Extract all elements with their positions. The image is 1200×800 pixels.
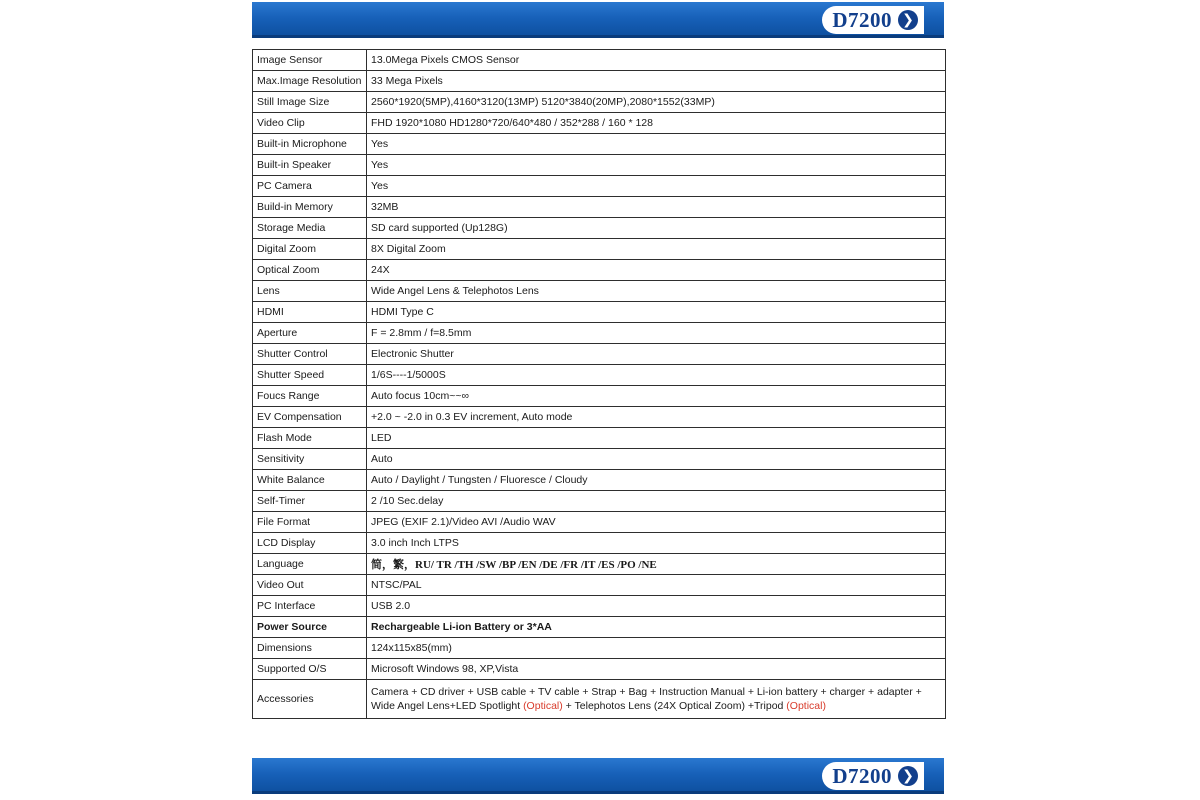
spec-value: 简，繁，RU/ TR /TH /SW /BP /EN /DE /FR /IT /ES /PO /NE — [367, 554, 946, 575]
spec-label: White Balance — [253, 470, 367, 491]
spec-value: 3.0 inch Inch LTPS — [367, 533, 946, 554]
spec-value: USB 2.0 — [367, 596, 946, 617]
accessories-value — [367, 680, 946, 719]
spec-label: Aperture — [253, 323, 367, 344]
spec-row — [253, 218, 946, 239]
spec-label: Built-in Microphone — [253, 134, 367, 155]
spec-label: Max.Image Resolution — [253, 71, 367, 92]
spec-row — [253, 491, 946, 512]
optical-note: (Optical) — [523, 700, 563, 712]
spec-value: 1/6S----1/5000S — [367, 365, 946, 386]
spec-label: Image Sensor — [253, 50, 367, 71]
spec-row — [253, 239, 946, 260]
spec-row — [253, 260, 946, 281]
spec-value: 2 /10 Sec.delay — [367, 491, 946, 512]
spec-label: Build-in Memory — [253, 197, 367, 218]
spec-row — [253, 512, 946, 533]
spec-label: PC Interface — [253, 596, 367, 617]
spec-row — [253, 638, 946, 659]
spec-label: Shutter Speed — [253, 365, 367, 386]
spec-row — [253, 596, 946, 617]
spec-value: Auto / Daylight / Tungsten / Fluoresce / Cloudy — [367, 470, 946, 491]
spec-label: Sensitivity — [253, 449, 367, 470]
spec-value: 2560*1920(5MP),4160*3120(13MP) 5120*3840(20MP),2080*1552(33MP) — [367, 92, 946, 113]
spec-sheet — [250, 0, 946, 800]
spec-row — [253, 575, 946, 596]
spec-label: EV Compensation — [253, 407, 367, 428]
spec-row — [253, 302, 946, 323]
spec-value: Yes — [367, 155, 946, 176]
spec-row — [253, 470, 946, 491]
header-banner — [252, 2, 944, 38]
spec-row-accessories — [253, 680, 946, 719]
footer-banner — [252, 758, 944, 794]
model-badge — [822, 762, 924, 790]
spec-row — [253, 533, 946, 554]
spec-value: NTSC/PAL — [367, 575, 946, 596]
spec-label: Supported O/S — [253, 659, 367, 680]
footer-banner-stripe — [252, 791, 944, 794]
spec-label: Digital Zoom — [253, 239, 367, 260]
spec-value: SD card supported (Up128G) — [367, 218, 946, 239]
spec-label: Storage Media — [253, 218, 367, 239]
spec-label: File Format — [253, 512, 367, 533]
spec-row — [253, 554, 946, 575]
spec-row — [253, 407, 946, 428]
spec-row — [253, 323, 946, 344]
spec-row — [253, 617, 946, 638]
spec-value: 8X Digital Zoom — [367, 239, 946, 260]
spec-row — [253, 92, 946, 113]
model-name: D7200 — [832, 7, 892, 32]
spec-row — [253, 449, 946, 470]
spec-label: Flash Mode — [253, 428, 367, 449]
spec-row — [253, 659, 946, 680]
spec-value: Rechargeable Li-ion Battery or 3*AA — [367, 617, 946, 638]
spec-value: Auto focus 10cm~~∞ — [367, 386, 946, 407]
spec-label: LCD Display — [253, 533, 367, 554]
spec-value: 33 Mega Pixels — [367, 71, 946, 92]
spec-label: Video Out — [253, 575, 367, 596]
spec-value: Yes — [367, 176, 946, 197]
accessories-line1: Camera + CD driver + USB cable + TV cable + Strap + Bag + Instruction Manual + Li-ion battery + charger + adapter + — [371, 686, 922, 698]
spec-value: 32MB — [367, 197, 946, 218]
spec-value: Yes — [367, 134, 946, 155]
spec-table — [252, 49, 946, 719]
spec-label: Language — [253, 554, 367, 575]
accessories-line2-part2: + Telephotos Lens (24X Optical Zoom) +Tripod — [562, 700, 787, 712]
spec-label: Self-Timer — [253, 491, 367, 512]
spec-row — [253, 386, 946, 407]
spec-value: 24X — [367, 260, 946, 281]
spec-value: F = 2.8mm / f=8.5mm — [367, 323, 946, 344]
spec-label: Accessories — [253, 680, 367, 719]
spec-label: Power Source — [253, 617, 367, 638]
optical-note: (Optical) — [786, 700, 826, 712]
spec-value: HDMI Type C — [367, 302, 946, 323]
model-badge — [822, 6, 924, 34]
spec-row — [253, 155, 946, 176]
model-name: D7200 — [832, 763, 892, 788]
spec-value: Electronic Shutter — [367, 344, 946, 365]
spec-label: Foucs Range — [253, 386, 367, 407]
spec-value: Auto — [367, 449, 946, 470]
spec-row — [253, 176, 946, 197]
spec-label: Built-in Speaker — [253, 155, 367, 176]
spec-value: JPEG (EXIF 2.1)/Video AVI /Audio WAV — [367, 512, 946, 533]
spec-row — [253, 365, 946, 386]
accessories-line2-part1: Wide Angel Lens+LED Spotlight — [371, 700, 524, 712]
spec-label: Video Clip — [253, 113, 367, 134]
spec-label: Lens — [253, 281, 367, 302]
spec-row — [253, 428, 946, 449]
spec-row — [253, 197, 946, 218]
spec-row — [253, 50, 946, 71]
header-banner-stripe — [252, 35, 944, 38]
spec-row — [253, 281, 946, 302]
spec-row — [253, 113, 946, 134]
spec-value: Microsoft Windows 98, XP,Vista — [367, 659, 946, 680]
chevron-right-icon: ❯ — [898, 766, 918, 786]
spec-label: Optical Zoom — [253, 260, 367, 281]
spec-row — [253, 71, 946, 92]
spec-value: 13.0Mega Pixels CMOS Sensor — [367, 50, 946, 71]
spec-label: PC Camera — [253, 176, 367, 197]
spec-value: +2.0 ~ -2.0 in 0.3 EV increment, Auto mode — [367, 407, 946, 428]
spec-value: Wide Angel Lens & Telephotos Lens — [367, 281, 946, 302]
spec-label: HDMI — [253, 302, 367, 323]
spec-value: 124x115x85(mm) — [367, 638, 946, 659]
spec-label: Shutter Control — [253, 344, 367, 365]
chevron-right-icon: ❯ — [898, 10, 918, 30]
spec-value: LED — [367, 428, 946, 449]
spec-value: FHD 1920*1080 HD1280*720/640*480 / 352*288 / 160 * 128 — [367, 113, 946, 134]
spec-label: Dimensions — [253, 638, 367, 659]
spec-row — [253, 134, 946, 155]
spec-row — [253, 344, 946, 365]
spec-label: Still Image Size — [253, 92, 367, 113]
